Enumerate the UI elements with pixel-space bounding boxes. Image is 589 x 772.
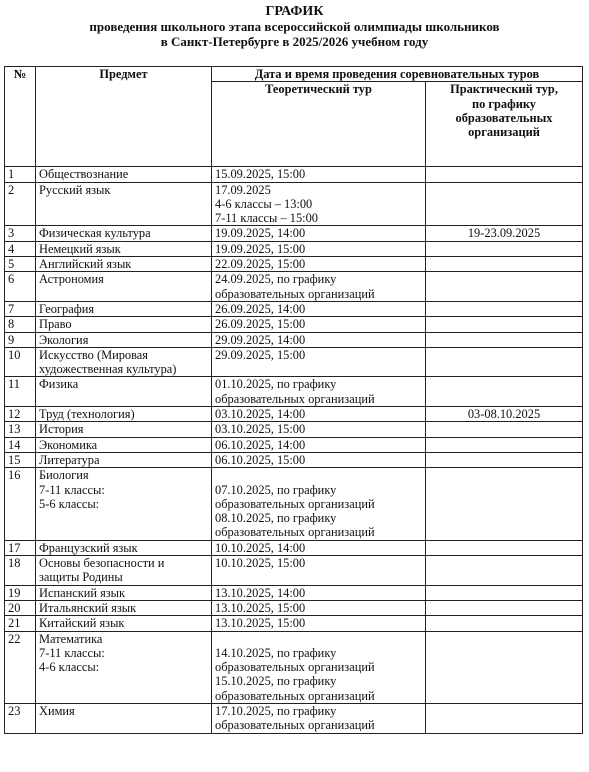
table-row bbox=[5, 452, 583, 467]
subject-line: Основы безопасности и bbox=[39, 556, 165, 571]
subject-line: Экономика bbox=[39, 437, 98, 452]
document-title-block bbox=[0, 4, 589, 49]
cell-num: 23 bbox=[5, 703, 36, 733]
cell-theory bbox=[212, 540, 426, 555]
document-title: ГРАФИК bbox=[265, 4, 324, 19]
cell-practical bbox=[426, 468, 583, 540]
cell-practical bbox=[426, 301, 583, 316]
cell-subject bbox=[36, 301, 212, 316]
cell-theory bbox=[212, 437, 426, 452]
cell-subject bbox=[36, 616, 212, 631]
theory-line: 15.09.2025, 15:00 bbox=[215, 167, 306, 182]
cell-num: 13 bbox=[5, 422, 36, 437]
header-practical-line: по графику bbox=[471, 96, 537, 111]
theory-line: 13.10.2025, 15:00 bbox=[215, 616, 306, 631]
cell-theory bbox=[212, 600, 426, 615]
cell-num: 12 bbox=[5, 407, 36, 422]
cell-theory bbox=[212, 556, 426, 586]
subject-line: История bbox=[39, 422, 84, 437]
cell-theory bbox=[212, 616, 426, 631]
cell-practical bbox=[426, 422, 583, 437]
table-row bbox=[5, 422, 583, 437]
table-row bbox=[5, 703, 583, 733]
cell-practical bbox=[426, 703, 583, 733]
cell-practical bbox=[426, 377, 583, 407]
theory-line: 22.09.2025, 15:00 bbox=[215, 257, 306, 272]
table-row bbox=[5, 241, 583, 256]
cell-theory bbox=[212, 332, 426, 347]
subject-line: защиты Родины bbox=[39, 570, 123, 585]
subject-line: Французский язык bbox=[39, 540, 138, 555]
table-row bbox=[5, 407, 583, 422]
cell-subject bbox=[36, 317, 212, 332]
cell-num: 20 bbox=[5, 600, 36, 615]
document-subtitle-line1: проведения школьного этапа всероссийской олимпиады школьников bbox=[89, 19, 500, 34]
cell-subject bbox=[36, 540, 212, 555]
cell-num: 6 bbox=[5, 272, 36, 302]
cell-theory bbox=[212, 347, 426, 377]
subject-line: Итальянский язык bbox=[39, 600, 137, 615]
theory-line: 10.10.2025, 14:00 bbox=[215, 540, 306, 555]
cell-theory bbox=[212, 407, 426, 422]
cell-subject bbox=[36, 347, 212, 377]
theory-line: 08.10.2025, по графику bbox=[215, 511, 337, 526]
cell-theory bbox=[212, 301, 426, 316]
subject-line: Физика bbox=[39, 377, 79, 392]
cell-subject bbox=[36, 703, 212, 733]
cell-num: 2 bbox=[5, 182, 36, 226]
cell-subject bbox=[36, 226, 212, 241]
subject-line: художественная культура) bbox=[39, 362, 177, 377]
cell-subject bbox=[36, 407, 212, 422]
cell-num: 10 bbox=[5, 347, 36, 377]
theory-line: 10.10.2025, 15:00 bbox=[215, 556, 306, 571]
cell-practical bbox=[426, 272, 583, 302]
subject-line: Труд (технология) bbox=[39, 407, 135, 422]
schedule-table bbox=[4, 66, 583, 734]
subject-line: Русский язык bbox=[39, 182, 111, 197]
header-practical-line: Практический тур, bbox=[450, 82, 558, 97]
table-row bbox=[5, 377, 583, 407]
theory-line: образовательных организаций bbox=[215, 688, 375, 703]
theory-line: образовательных организаций bbox=[215, 718, 375, 733]
subject-line: Немецкий язык bbox=[39, 241, 121, 256]
subject-line: Китайский язык bbox=[39, 616, 125, 631]
cell-num: 22 bbox=[5, 631, 36, 703]
table-row bbox=[5, 540, 583, 555]
theory-line: 15.10.2025, по графику bbox=[215, 674, 337, 689]
cell-num: 8 bbox=[5, 317, 36, 332]
cell-theory bbox=[212, 257, 426, 272]
cell-subject bbox=[36, 468, 212, 540]
cell-num: 18 bbox=[5, 556, 36, 586]
theory-line: 01.10.2025, по графику bbox=[215, 377, 337, 392]
cell-num: 9 bbox=[5, 332, 36, 347]
cell-subject bbox=[36, 422, 212, 437]
subject-line: Испанский язык bbox=[39, 585, 126, 600]
theory-line: 7-11 классы – 15:00 bbox=[215, 211, 318, 226]
cell-subject bbox=[36, 585, 212, 600]
cell-practical bbox=[426, 585, 583, 600]
theory-line: образовательных организаций bbox=[215, 286, 375, 301]
theory-line: 24.09.2025, по графику bbox=[215, 272, 337, 287]
theory-line: 17.10.2025, по графику bbox=[215, 703, 337, 718]
document-subtitle-line2: в Санкт-Петербурге в 2025/2026 учебном году bbox=[160, 34, 429, 49]
table-row bbox=[5, 468, 583, 540]
cell-practical bbox=[426, 167, 583, 182]
cell-subject bbox=[36, 377, 212, 407]
table-row bbox=[5, 600, 583, 615]
theory-line: 07.10.2025, по графику bbox=[215, 482, 337, 497]
header-num: № bbox=[5, 67, 36, 167]
subject-line: 7-11 классы: bbox=[39, 482, 105, 497]
cell-theory bbox=[212, 703, 426, 733]
theory-line: 17.09.2025 bbox=[215, 182, 271, 197]
cell-practical bbox=[426, 437, 583, 452]
theory-line: 03.10.2025, 15:00 bbox=[215, 422, 306, 437]
subject-line: Английский язык bbox=[39, 257, 132, 272]
theory-line: 26.09.2025, 15:00 bbox=[215, 317, 306, 332]
cell-theory bbox=[212, 226, 426, 241]
cell-practical: 19-23.09.2025 bbox=[426, 226, 583, 241]
theory-line: 19.09.2025, 14:00 bbox=[215, 226, 306, 241]
subject-line: Математика bbox=[39, 631, 103, 646]
theory-line: 14.10.2025, по графику bbox=[215, 645, 337, 660]
cell-practical bbox=[426, 317, 583, 332]
theory-line: 03.10.2025, 14:00 bbox=[215, 407, 306, 422]
cell-practical bbox=[426, 257, 583, 272]
theory-line: 26.09.2025, 14:00 bbox=[215, 301, 306, 316]
cell-subject bbox=[36, 631, 212, 703]
cell-num: 21 bbox=[5, 616, 36, 631]
table-row bbox=[5, 437, 583, 452]
table-row bbox=[5, 332, 583, 347]
table-row bbox=[5, 272, 583, 302]
theory-line: 06.10.2025, 14:00 bbox=[215, 437, 306, 452]
cell-theory bbox=[212, 468, 426, 540]
header-datetime: Дата и время проведения соревновательных туров bbox=[212, 67, 583, 82]
theory-line: 06.10.2025, 15:00 bbox=[215, 452, 306, 467]
cell-practical bbox=[426, 631, 583, 703]
cell-num: 1 bbox=[5, 167, 36, 182]
table-row bbox=[5, 616, 583, 631]
cell-practical bbox=[426, 347, 583, 377]
subject-line: Химия bbox=[39, 703, 75, 718]
cell-num: 19 bbox=[5, 585, 36, 600]
cell-num: 16 bbox=[5, 468, 36, 540]
subject-line: Биология bbox=[39, 468, 89, 483]
table-row bbox=[5, 585, 583, 600]
cell-subject bbox=[36, 437, 212, 452]
cell-practical bbox=[426, 540, 583, 555]
theory-line: 29.09.2025, 14:00 bbox=[215, 332, 306, 347]
theory-line: 19.09.2025, 15:00 bbox=[215, 241, 306, 256]
cell-theory bbox=[212, 167, 426, 182]
header-practical bbox=[426, 82, 583, 167]
cell-theory bbox=[212, 377, 426, 407]
cell-num: 15 bbox=[5, 452, 36, 467]
table-row bbox=[5, 317, 583, 332]
theory-line: 13.10.2025, 15:00 bbox=[215, 600, 306, 615]
table-header-row bbox=[5, 67, 583, 82]
theory-line bbox=[215, 468, 422, 482]
subject-line: География bbox=[39, 301, 95, 316]
cell-subject bbox=[36, 452, 212, 467]
subject-line: Обществознание bbox=[39, 167, 129, 182]
cell-theory bbox=[212, 241, 426, 256]
cell-practical bbox=[426, 182, 583, 226]
subject-line: Искусство (Мировая bbox=[39, 347, 149, 362]
cell-num: 17 bbox=[5, 540, 36, 555]
table-row bbox=[5, 226, 583, 241]
subject-line: Право bbox=[39, 317, 72, 332]
table-row bbox=[5, 301, 583, 316]
table-row bbox=[5, 631, 583, 703]
cell-num: 7 bbox=[5, 301, 36, 316]
header-practical-line: образовательных bbox=[455, 110, 553, 125]
theory-line: образовательных организаций bbox=[215, 391, 375, 406]
cell-subject bbox=[36, 556, 212, 586]
cell-num: 14 bbox=[5, 437, 36, 452]
cell-practical bbox=[426, 452, 583, 467]
subject-line: 4-6 классы: bbox=[39, 660, 100, 675]
header-theory: Теоретический тур bbox=[212, 82, 426, 167]
subject-line: Экология bbox=[39, 332, 89, 347]
cell-subject bbox=[36, 332, 212, 347]
subject-line: Литература bbox=[39, 452, 100, 467]
cell-num: 4 bbox=[5, 241, 36, 256]
theory-line: образовательных организаций bbox=[215, 660, 375, 675]
cell-num: 3 bbox=[5, 226, 36, 241]
cell-num: 11 bbox=[5, 377, 36, 407]
cell-subject bbox=[36, 182, 212, 226]
cell-num: 5 bbox=[5, 257, 36, 272]
cell-theory bbox=[212, 182, 426, 226]
theory-line: образовательных организаций bbox=[215, 496, 375, 511]
theory-line bbox=[215, 632, 422, 646]
schedule-body bbox=[5, 167, 583, 733]
cell-practical bbox=[426, 600, 583, 615]
theory-line: образовательных организаций bbox=[215, 525, 375, 540]
cell-practical bbox=[426, 241, 583, 256]
cell-theory bbox=[212, 631, 426, 703]
subject-line: 7-11 классы: bbox=[39, 645, 105, 660]
cell-practical: 03-08.10.2025 bbox=[426, 407, 583, 422]
cell-theory bbox=[212, 452, 426, 467]
cell-theory bbox=[212, 272, 426, 302]
theory-line: 4-6 классы – 13:00 bbox=[215, 196, 313, 211]
cell-theory bbox=[212, 422, 426, 437]
header-practical-line: организаций bbox=[468, 125, 540, 140]
cell-subject bbox=[36, 257, 212, 272]
cell-subject bbox=[36, 241, 212, 256]
subject-line: Физическая культура bbox=[39, 226, 151, 241]
header-subject: Предмет bbox=[36, 67, 212, 167]
table-row bbox=[5, 257, 583, 272]
theory-line: 13.10.2025, 14:00 bbox=[215, 585, 306, 600]
table-row bbox=[5, 182, 583, 226]
table-row bbox=[5, 556, 583, 586]
cell-subject bbox=[36, 167, 212, 182]
cell-practical bbox=[426, 616, 583, 631]
cell-practical bbox=[426, 556, 583, 586]
cell-subject bbox=[36, 600, 212, 615]
subject-line: Астрономия bbox=[39, 272, 104, 287]
subject-line: 5-6 классы: bbox=[39, 496, 100, 511]
cell-theory bbox=[212, 585, 426, 600]
table-row bbox=[5, 347, 583, 377]
cell-practical bbox=[426, 332, 583, 347]
cell-theory bbox=[212, 317, 426, 332]
theory-line: 29.09.2025, 15:00 bbox=[215, 347, 306, 362]
table-row bbox=[5, 167, 583, 182]
cell-subject bbox=[36, 272, 212, 302]
